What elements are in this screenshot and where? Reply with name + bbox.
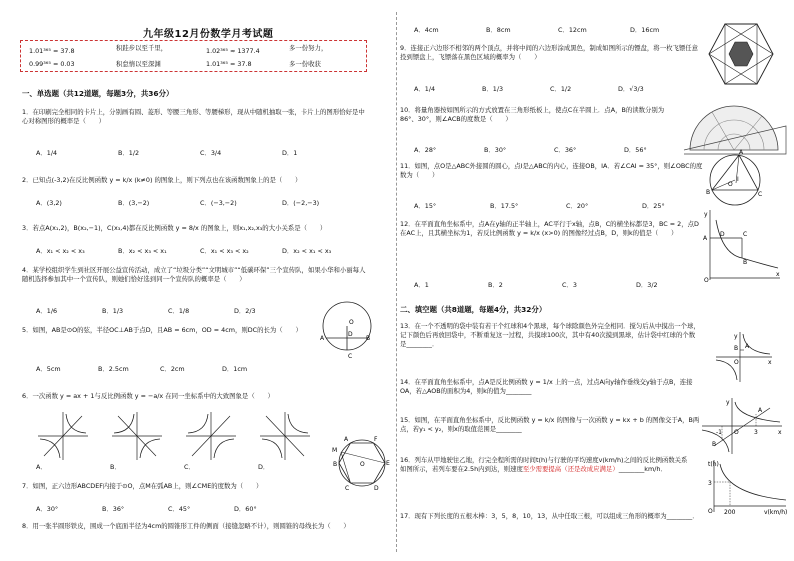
option-a[interactable]: A．30° xyxy=(36,505,59,513)
axis-label-x: x xyxy=(776,271,780,278)
option-d[interactable]: D．1cm xyxy=(222,365,248,373)
option-b[interactable]: B．x₂ < x₃ < x₁ xyxy=(118,247,167,255)
option-a[interactable]: A．5cm xyxy=(36,365,61,373)
section-heading-fill-blank: 二、填空题（共8道题，每题4分，共32分） xyxy=(400,305,547,314)
question-16-red-note: 至少需要提高（还是改成应满足） xyxy=(522,465,619,473)
option-c[interactable]: C．20° xyxy=(566,202,589,210)
question-7: 7．如图，正六边形ABCDEF内接于⊙O，点M在弧AB上，则∠CME的度数为（ ） xyxy=(22,482,263,490)
question-8-options xyxy=(414,25,702,34)
point-label-o: O xyxy=(360,461,365,468)
option-a[interactable]: A．(3,2) xyxy=(36,199,62,207)
origin-label: O xyxy=(734,359,739,366)
axis-label-t: t(h) xyxy=(708,461,719,468)
origin-label: O xyxy=(734,429,739,436)
motto-formula: 0.99³⁶⁵ = 0.03 xyxy=(29,60,75,68)
protractor xyxy=(690,106,778,150)
axis-label-y: y xyxy=(704,211,708,218)
point-label-i: I xyxy=(737,176,739,183)
question-11: 11．如图，点O是△ABC外接圆的圆心，点I是△ABC的内心，连接OB，IA．若∠CAI = 35°，则∠OBC的度数为（ ） xyxy=(400,162,703,179)
option-b[interactable]: B．1/3 xyxy=(482,85,504,93)
option-d[interactable]: D．16cm xyxy=(630,26,660,34)
point-label-o: O xyxy=(349,319,354,326)
question-17: 17．现有下列长度的五根木棒：3，5，8，10，13，从中任取三根，可以组成三角形的概率为________． xyxy=(400,512,699,520)
question-14: 14．在平面直角坐标系中，点A是反比例函数 y = 1/x 上的一点，过点A向y轴作垂线交y轴于点B，连接OA，若△AOB的面积为4，则k的值为________ xyxy=(400,378,693,395)
option-c[interactable]: C．(−3,−2) xyxy=(200,199,237,207)
question-13-figure xyxy=(714,330,774,384)
question-10-options xyxy=(414,145,694,154)
point-label-a: A xyxy=(758,407,763,414)
question-5: 5．如图，AB是⊙O的弦，半径OC⊥AB于点D，且AB = 6cm，OD = 4cm，则DC的长为（ ） xyxy=(22,326,302,334)
question-4-options xyxy=(36,306,300,315)
option-c[interactable]: C．2cm xyxy=(160,365,185,373)
point-label-b: B xyxy=(333,461,338,468)
question-5-options xyxy=(36,364,284,373)
point-label-a: A xyxy=(703,235,708,242)
question-11-figure xyxy=(706,150,764,208)
graph-a[interactable] xyxy=(38,412,88,460)
point-label-a: A xyxy=(745,343,750,350)
option-c[interactable]: C．3/4 xyxy=(200,149,222,157)
graph-b[interactable] xyxy=(112,412,162,460)
option-b[interactable]: B．1/2 xyxy=(118,149,140,157)
point-label-a: A xyxy=(739,149,744,156)
question-9-figure xyxy=(706,20,776,88)
point-label-c: C xyxy=(743,231,748,238)
motto-line: 积跬步以至千里， xyxy=(116,44,168,52)
option-b[interactable]: B．17.5° xyxy=(490,202,519,210)
option-b[interactable]: B． xyxy=(110,463,121,471)
option-d[interactable]: D．60° xyxy=(234,505,257,513)
question-16-blank: ________km/h． xyxy=(618,465,667,473)
option-b[interactable]: B．8cm xyxy=(486,26,511,34)
option-c[interactable]: C．1/2 xyxy=(550,85,572,93)
option-c[interactable]: C．x₁ < x₃ < x₂ xyxy=(200,247,249,255)
option-b[interactable]: B．2.5cm xyxy=(98,365,129,373)
point-label-c: C xyxy=(758,191,763,198)
option-b[interactable]: B．1/3 xyxy=(102,307,124,315)
axis-label-x: x xyxy=(778,429,782,436)
question-9: 9．连接正六边形不相邻的两个顶点，并将中间的六边形涂成黑色，制成如图所示的镖盘，将一枚飞镖任意投到镖盘上，飞镖落在黑色区域的概率为（ ） xyxy=(400,44,699,61)
option-d[interactable]: D． xyxy=(258,463,270,471)
question-5-figure xyxy=(322,288,372,364)
option-d[interactable]: D．2/3 xyxy=(234,307,256,315)
tick-label-neg1: -1 xyxy=(716,429,722,436)
option-a[interactable]: A．1 xyxy=(414,281,429,289)
point-label-f: F xyxy=(374,436,378,443)
point-label-o: O xyxy=(728,181,733,188)
option-d[interactable]: D．x₂ < x₁ < x₃ xyxy=(282,247,332,255)
origin-label: O xyxy=(704,277,709,284)
point-label-b: B xyxy=(366,335,371,342)
option-d[interactable]: D．56° xyxy=(624,146,647,154)
option-d[interactable]: D．1 xyxy=(282,149,298,157)
question-12: 12．在平面直角坐标系中，点A在y轴的正半轴上，AC平行于x轴，点B，C的横坐标都是3，BC = 2，点D在AC上，且其横坐标为1，若反比例函数 y = k/x (x>0) 的图像经过点B，D，则k的值是（ ） xyxy=(400,220,699,237)
question-2-options xyxy=(36,198,364,207)
option-c[interactable]: C．1/8 xyxy=(168,307,190,315)
option-a[interactable]: A．1/6 xyxy=(36,307,58,315)
question-13: 13．在一个不透明的袋中装有若干个红球和4个黑球，每个球除颜色外完全相同．搅匀后从中摸出一个球，记下颜色后再放回袋中，不断重复这一过程，共摸球100次，其中有40次摸到黑球，估计袋中红球的个数是________． xyxy=(400,322,700,348)
triangle-abc xyxy=(712,155,758,190)
point-label-d: D xyxy=(374,485,379,492)
question-16 xyxy=(400,456,690,474)
graph-c[interactable] xyxy=(186,412,236,460)
question-3-options xyxy=(36,246,364,255)
option-d[interactable]: D．√3/3 xyxy=(618,85,644,93)
point-label-d: D xyxy=(720,231,725,238)
question-11-options xyxy=(414,201,718,210)
page-title: 九年级12月份数学月考试题 xyxy=(143,29,274,40)
question-10-figure xyxy=(682,96,786,156)
option-b[interactable]: B．(3,−2) xyxy=(118,199,150,207)
option-b[interactable]: B．2 xyxy=(488,281,503,289)
question-7-figure xyxy=(332,432,392,494)
point-label-a: A xyxy=(320,335,325,342)
question-6-graphs xyxy=(38,410,308,462)
option-a[interactable]: A．4cm xyxy=(414,26,439,34)
question-10: 10．将量角器按如图所示的方式放置在三角形纸板上，使点C在半圆上．点A，B的读数分别为 86°、30°，则∠ACB的度数是（ ） xyxy=(400,106,665,123)
question-16-figure xyxy=(700,458,790,516)
question-8: 8．用一张半圆形铁皮，围成一个底面半径为4cm的圆锥形工件的侧面（接缝忽略不计），则圆锥的母线长为（ ） xyxy=(22,522,350,530)
option-b[interactable]: B．30° xyxy=(484,146,507,154)
question-3: 3．若点A(x₁,2)，B(x₂,−1)，C(x₃,4)都在反比例函数 y = 8/x 的图象上，则x₁,x₂,x₃的大小关系是（ ） xyxy=(22,224,327,232)
graph-d[interactable] xyxy=(260,412,310,460)
tick-label-3: 3 xyxy=(708,480,712,487)
point-label-c: C xyxy=(348,353,353,360)
motto-line: 多一份努力， xyxy=(289,44,328,52)
point-label-b: B xyxy=(743,259,748,266)
option-a[interactable]: A．1/4 xyxy=(414,85,436,93)
point-label-b: B xyxy=(706,189,711,196)
motto-formula: 1.01³⁶⁵ = 37.8 xyxy=(29,47,75,55)
motto-formula: 1.02³⁶⁵ ≈ 1377.4 xyxy=(206,47,260,55)
option-d[interactable]: D．(−2,−3) xyxy=(282,199,320,207)
point-label-m: M xyxy=(332,447,338,454)
point-label-d: D xyxy=(348,331,353,338)
column-divider xyxy=(396,12,397,552)
point-label-c: C xyxy=(345,485,350,492)
point-label-b: B xyxy=(712,441,717,448)
option-a[interactable]: A． xyxy=(36,463,47,471)
option-c[interactable]: C． xyxy=(184,463,195,471)
option-d[interactable]: D．25° xyxy=(642,202,665,210)
point-label-e: E xyxy=(386,460,390,467)
origin-label: O xyxy=(708,508,713,515)
option-c[interactable]: C．12cm xyxy=(558,26,587,34)
option-c[interactable]: C．45° xyxy=(168,505,191,513)
option-d[interactable]: D．3/2 xyxy=(636,281,658,289)
motto-formula: 1.01³⁶⁵ = 37.8 xyxy=(206,60,252,68)
question-16-text: 16．列车从甲地驶往乙地，行完全程所需的时间t(h)与行驶的平均速度v(km/h)之间的反比例函数关系如图所示，若列车要在2.5h内到达，则速度 xyxy=(400,456,688,473)
axis-label-x: x xyxy=(768,359,772,366)
point-label-a: A xyxy=(344,436,349,443)
question-15-figure xyxy=(700,396,784,456)
axis-label-v: v(km/h) xyxy=(764,509,788,516)
option-a[interactable]: A．15° xyxy=(414,202,437,210)
question-12-figure xyxy=(702,208,782,282)
option-a[interactable]: A．1/4 xyxy=(36,149,58,157)
point-label-b: B xyxy=(734,345,739,352)
section-heading-single-choice: 一、单选题（共12道题，每题3分，共36分） xyxy=(22,89,174,98)
question-1-options xyxy=(36,148,364,157)
question-9-options xyxy=(414,84,686,93)
question-7-options xyxy=(36,504,300,513)
tick-label-200: 200 xyxy=(724,509,736,516)
question-6-options xyxy=(36,462,332,471)
axis-label-y: y xyxy=(734,333,738,340)
tick-label-3: 3 xyxy=(754,429,758,436)
option-a[interactable]: A．28° xyxy=(414,146,437,154)
option-c[interactable]: C．36° xyxy=(554,146,577,154)
question-15: 15．如图，在平面直角坐标系中，反比例函数 y = k/x 的图像与一次函数 y = kx + b 的图像交于A，B两点，若y₁ < y₂，则x的取值范围是________ xyxy=(400,416,700,433)
option-a[interactable]: A．x₁ < x₂ < x₃ xyxy=(36,247,85,255)
question-1: 1．在印刷完全相同的卡片上，分别画有圆、菱形、等腰三角形、等腰梯形，现从中随机抽取一张，卡片上的图形恰好是中心对称图形的概率是（ ） xyxy=(22,108,365,125)
option-c[interactable]: C．3 xyxy=(562,281,577,289)
motto-line: 多一份收获 xyxy=(289,60,321,68)
question-2: 2．已知点(-3,2)在反比例函数 y = k/x (k≠0) 的图象上，则下列点也在该函数图象上的是（ ） xyxy=(22,176,302,184)
axis-label-y: y xyxy=(726,399,730,406)
motto-line: 积怠惰以至深渊 xyxy=(116,60,161,68)
question-4: 4．某学校组织学生到社区开展公益宣传活动，成立了“垃圾分类”“文明城市”“低碳环保”三个宣传队，如果小华和小丽每人随机选择参加其中一个宣传队，则她们恰好选到同一个宣传队的概率是（ ） xyxy=(22,266,366,283)
question-12-options xyxy=(414,280,710,289)
question-6: 6．一次函数 y = ax + 1与反比例函数 y = −a/x 在同一坐标系中的大致图象是（ ） xyxy=(22,392,274,400)
motto-box xyxy=(20,40,367,72)
option-b[interactable]: B．36° xyxy=(102,505,125,513)
